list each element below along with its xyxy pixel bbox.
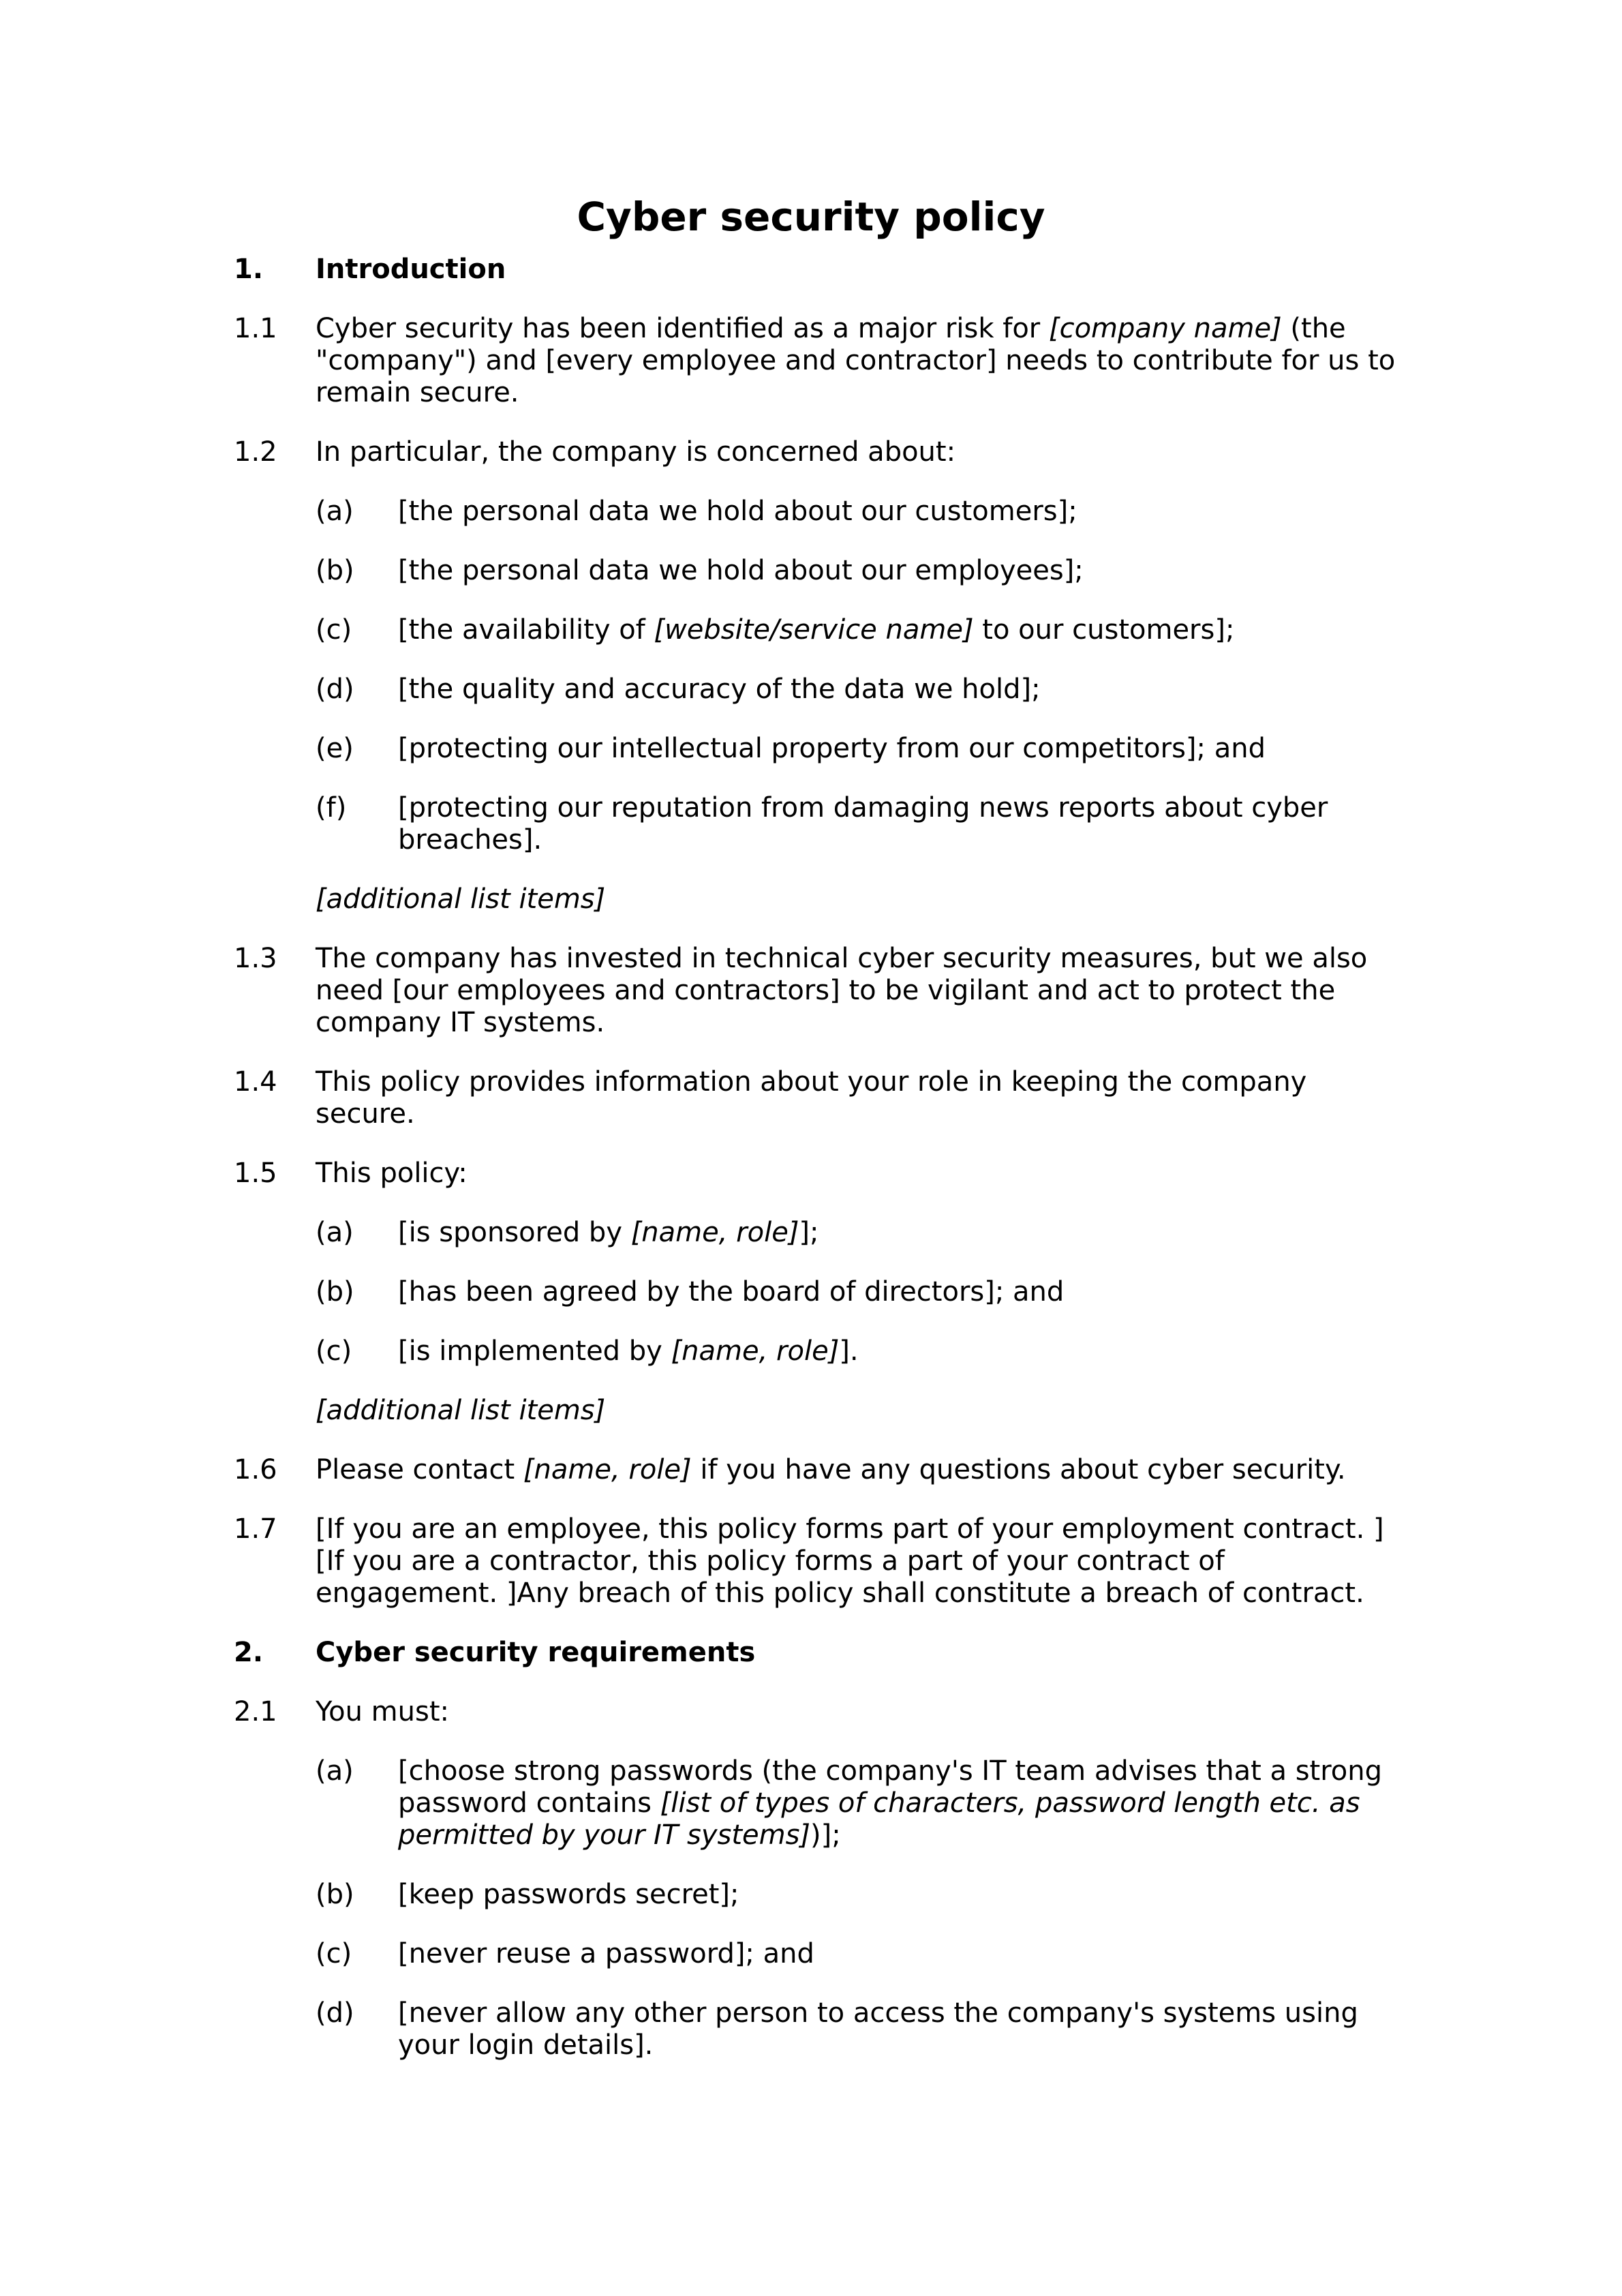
text-segment: Cyber security requirements [316,1637,756,1668]
clause-number: 1.6 [234,1454,277,1485]
list-item [0,1335,1622,1368]
clause-text [398,614,1407,646]
clause [0,1066,1622,1130]
text-segment: [choose strong passwords (the company's IT team advises that a strong password contains [398,1755,1383,1819]
clause-number: (a) [316,496,354,527]
list-item [0,1217,1622,1249]
text-segment: You must: [316,1696,449,1727]
clause-number: 1.2 [234,436,277,468]
placeholder-text: [company name] [1048,313,1282,344]
text-segment: (the "company") and [every employee and contractor] needs to contribute for us to remain secure. [316,313,1396,408]
clause-number: (d) [316,1997,354,2029]
clause-text [316,1066,1406,1130]
text-segment: if you have any questions about cyber security. [691,1454,1346,1485]
clause [0,1696,1622,1728]
clause-number: (e) [316,733,354,764]
text-segment: [is sponsored by [398,1217,631,1248]
clause-text [398,1217,1407,1249]
clause-text [398,1755,1407,1852]
text-segment: [the availability of [398,614,654,646]
text-segment: )]; [810,1819,841,1851]
clause-text [398,1335,1407,1368]
text-segment: to our customers]; [973,614,1235,646]
text-segment: [protecting our intellectual property from our competitors]; and [398,733,1266,764]
clause [0,1454,1622,1486]
clause-text [316,1454,1406,1486]
clause-number: (c) [316,1335,352,1367]
text-segment: [the quality and accuracy of the data we hold]; [398,674,1041,705]
clause-text [316,883,1406,916]
text-segment: This policy: [316,1158,468,1189]
list-item [0,733,1622,765]
list-item [0,496,1622,528]
list-item [0,1755,1622,1852]
section-heading [0,1637,1622,1669]
text-segment: [is implemented by [398,1335,671,1367]
clause-number: 1.4 [234,1066,277,1098]
text-segment: [the personal data we hold about our employees]; [398,555,1084,586]
text-segment: ]. [839,1335,859,1367]
clause-text [398,1997,1407,2061]
clause-text [398,792,1407,856]
clause-text [398,1276,1407,1308]
list-item [0,1938,1622,1970]
text-segment: This policy provides information about your role in keeping the company secure. [316,1066,1307,1130]
placeholder-note [0,1395,1622,1427]
clause [0,1513,1622,1610]
clause-text [316,1158,1406,1190]
text-segment: [If you are an employee, this policy forms part of your employment contract. ][If you are a contractor, this policy forms a part of your contract of engagement. ]Any breach of this policy shall constitute a breach of contract. [316,1513,1384,1609]
text-segment: [keep passwords secret]; [398,1879,739,1910]
text-segment: [never reuse a password]; and [398,1938,814,1969]
clause-number: (b) [316,1879,354,1910]
document-title: Cyber security policy [577,194,1045,240]
placeholder-note [0,883,1622,916]
clause-text [316,436,1406,468]
list-item [0,1276,1622,1308]
placeholder-text: [name, role] [671,1335,840,1367]
list-item [0,792,1622,856]
clause-text [316,1395,1406,1427]
clause [0,943,1622,1039]
text-segment: [additional list items] [316,883,606,915]
clause-number: (b) [316,555,354,586]
clause-text [316,1637,1406,1669]
list-item [0,555,1622,587]
clause-number: 1.7 [234,1513,277,1545]
clause-text [398,733,1407,765]
text-segment: [never allow any other person to access the company's systems using your login details]. [398,1997,1358,2061]
clause-text [316,254,1406,286]
clause-number: 2. [234,1637,264,1668]
clause-text [398,1938,1407,1970]
text-segment: Introduction [316,254,506,285]
clause-number: (a) [316,1755,354,1787]
clause-text [316,313,1406,409]
clause-text [316,1513,1406,1610]
text-segment: [the personal data we hold about our customers]; [398,496,1077,527]
clause-text [398,1879,1407,1911]
clause-number: (b) [316,1276,354,1308]
text-segment: Cyber security has been identified as a major risk for [316,313,1049,344]
clause-number: (d) [316,674,354,705]
clause-number: 1.1 [234,313,277,344]
placeholder-text: [name, role] [630,1217,799,1248]
clause [0,313,1622,409]
clause-number: 1. [234,254,264,285]
clause-number: (c) [316,1938,352,1969]
list-item [0,674,1622,706]
placeholder-text: [website/service name] [654,614,974,646]
text-segment: The company has invested in technical cyber security measures, but we also need [our employees and contractors] to be vigilant and act to protect the company IT systems. [316,943,1368,1038]
clause-number: 1.5 [234,1158,277,1189]
text-segment: [has been agreed by the board of directors]; and [398,1276,1065,1308]
text-segment: [protecting our reputation from damaging news reports about cyber breaches]. [398,792,1328,856]
text-segment: [additional list items] [316,1395,606,1426]
text-segment: Please contact [316,1454,523,1485]
clause-number: 2.1 [234,1696,277,1727]
clause-text [398,674,1407,706]
document-body [0,254,1622,2061]
clause [0,436,1622,468]
clause [0,1158,1622,1190]
section-heading [0,254,1622,286]
clause-text [398,496,1407,528]
clause-number: 1.3 [234,943,277,974]
list-item [0,1997,1622,2061]
placeholder-text: [list of types of characters, password length etc. as permitted by your IT systems] [398,1787,1360,1851]
clause-number: (c) [316,614,352,646]
clause-text [316,1696,1406,1728]
clause-number: (a) [316,1217,354,1248]
placeholder-text: [name, role] [523,1454,692,1485]
clause-number: (f) [316,792,347,824]
text-segment: In particular, the company is concerned about: [316,436,956,468]
clause-text [398,555,1407,587]
clause-text [316,943,1406,1039]
text-segment: ]; [799,1217,819,1248]
list-item [0,1879,1622,1911]
list-item [0,614,1622,646]
